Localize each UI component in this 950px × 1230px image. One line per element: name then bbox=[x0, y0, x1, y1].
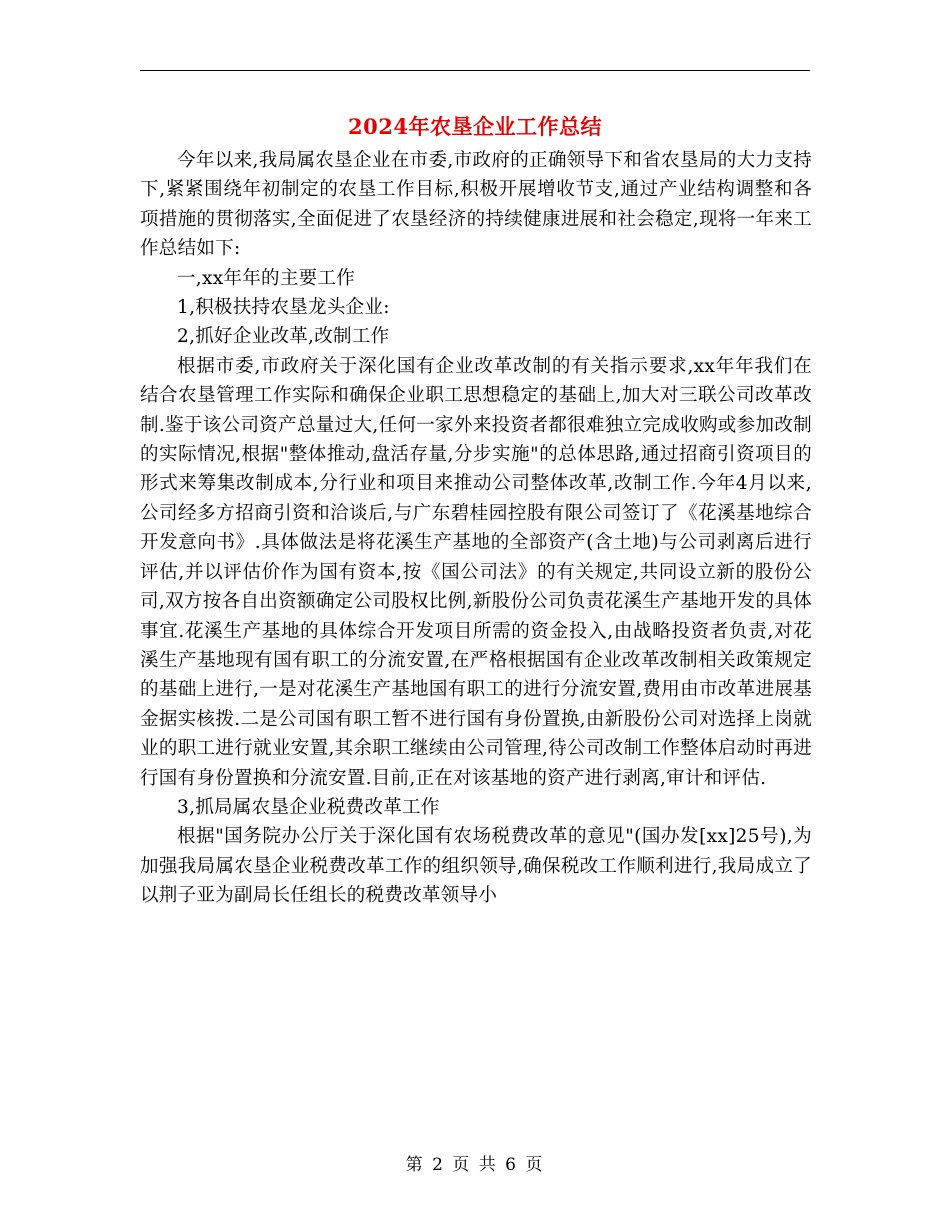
subheading-3: 3,抓局属农垦企业税费改革工作 bbox=[177, 796, 440, 818]
document-title: 2024年农垦企业工作总结 bbox=[348, 114, 602, 139]
subheading-1: 1,积极扶持农垦龙头企业: bbox=[177, 297, 390, 319]
document-body bbox=[140, 146, 812, 911]
page-footer: 第 2 页 共 6 页 bbox=[405, 1155, 545, 1175]
paragraph-reform: 根据市委,市政府关于深化国有企业改革改制的有关指示要求,xx年年我们在结合农垦管理工作实际和确保企业职工思想稳定的基础上,加大对三联公司改革改制.鉴于该公司资产总量过大,任何一家外来投资者都很难独立完成收购或参加改制的实际情况,根据"整体推动,盘活存量,分步实施"的总体思路,通过招商引资项目的形式来筹集改制成本,分行业和项目来推动公司整体改革,改制工作.今年4月以来,公司经多方招商引资和洽谈后,与广东碧桂园控股有限公司签订了《花溪基地综合开发意向书》.具体做法是将花溪生产基地的全部资产(含土地)与公司剥离后进行评估,并以评估价作为国有资本,按《国公司法》的有关规定,共同设立新的股份公司,双方按各自出资额确定公司股权比例,新股份公司负责花溪生产基地开发的具体事宜.花溪生产基地的具体综合开发项目所需的资金投入,由战略投资者负责,对花溪生产基地现有国有职工的分流安置,在严格根据国有企业改革改制相关政策规定的基础上进行,一是对花溪生产基地国有职工的进行分流安置,费用由市改革进展基金据实核拨.二是公司国有职工暂不进行国有身份置换,由新股份公司对选择上岗就业的职工进行就业安置,其余职工继续由公司管理,待公司改制工作整体启动时再进行国有身份置换和分流安置.目前,正在对该基地的资产进行剥离,审计和评估. bbox=[140, 355, 812, 789]
heading-main-work: 一,xx年年的主要工作 bbox=[177, 267, 356, 289]
paragraph-intro: 今年以来,我局属农垦企业在市委,市政府的正确领导下和省农垦局的大力支持下,紧紧围绕年初制定的农垦工作目标,积极开展增收节支,通过产业结构调整和各项措施的贯彻落实,全面促进了农垦经济的持续健康进展和社会稳定,现将一年来工作总结如下: bbox=[140, 150, 812, 260]
header-rule bbox=[140, 70, 810, 71]
subheading-2: 2,抓好企业改革,改制工作 bbox=[177, 326, 390, 348]
paragraph-tax-reform: 根据"国务院办公厅关于深化国有农场税费改革的意见"(国办发[xx]25号),为加强我局属农垦企业税费改革工作的组织领导,确保税改工作顺利进行,我局成立了以荆子亚为副局长任组长的税费改革领导小 bbox=[140, 826, 812, 907]
